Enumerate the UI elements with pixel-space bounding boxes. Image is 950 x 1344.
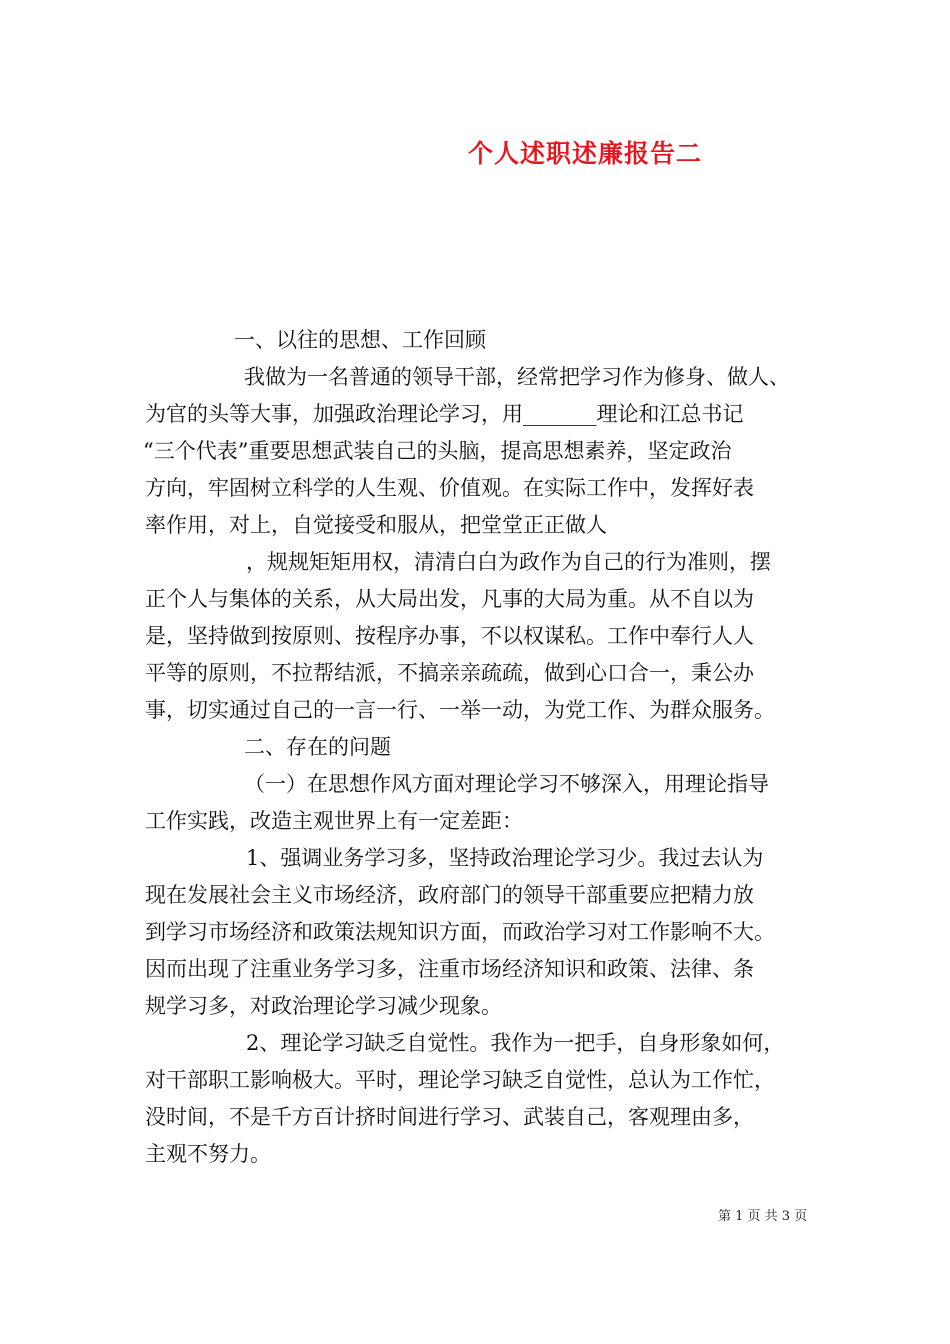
paragraph-line: 为官的头等大事，加强政治理论学习，用_______理论和江总书记 [145,402,744,426]
section-heading-1: 一、以往的思想、工作回顾 [234,328,486,352]
paragraph-line: 事，切实通过自己的一言一行、一举一动，为党工作、为群众服务。 [145,698,775,722]
paragraph-line: 1、强调业务学习多，坚持政治理论学习少。我过去认为 [246,846,764,870]
paragraph-line: ，规规矩矩用权，清清白白为政作为自己的行为准则，摆 [246,550,771,574]
paragraph-line: 因而出现了注重业务学习多，注重市场经济知识和政策、法律、条 [145,957,754,981]
section-heading-2: 二、存在的问题 [244,735,391,759]
paragraph-line: 没时间，不是千方百计挤时间进行学习、武装自己，客观理由多， [145,1105,754,1129]
paragraph-line: 规学习多，对政治理论学习减少现象。 [145,994,502,1018]
paragraph-line: 现在发展社会主义市场经济，政府部门的领导干部重要应把精力放 [145,883,754,907]
paragraph-line: 到学习市场经济和政策法规知识方面，而政治学习对工作影响不大。 [145,920,775,944]
paragraph-line: 对干部职工影响极大。平时，理论学习缺乏自觉性，总认为工作忙， [145,1068,775,1092]
paragraph-line: 率作用，对上，自觉接受和服从，把堂堂正正做人 [145,513,607,537]
page-number: 第 1 页 共 3 页 [718,1209,808,1224]
paragraph-line: 工作实践，改造主观世界上有一定差距： [145,809,523,833]
paragraph-line: 2、理论学习缺乏自觉性。我作为一把手，自身形象如何， [246,1031,785,1055]
paragraph-line: 是，坚持做到按原则、按程序办事，不以权谋私。工作中奉行人人 [145,624,754,648]
paragraph-line: “三个代表”重要思想武装自己的头脑，提高思想素养，坚定政治 [143,439,732,463]
paragraph-line: 主观不努力。 [145,1142,271,1166]
paragraph-line: 我做为一名普通的领导干部，经常把学习作为修身、做人、 [244,365,790,389]
paragraph-line: 平等的原则，不拉帮结派，不搞亲亲疏疏，做到心口合一，秉公办 [145,661,754,685]
paragraph-line: （一）在思想作风方面对理论学习不够深入，用理论指导 [244,772,769,796]
paragraph-line: 正个人与集体的关系，从大局出发，凡事的大局为重。从不自以为 [145,587,754,611]
document-title: 个人述职述廉报告二 [468,139,703,168]
paragraph-line: 方向，牢固树立科学的人生观、价值观。在实际工作中，发挥好表 [145,476,754,500]
